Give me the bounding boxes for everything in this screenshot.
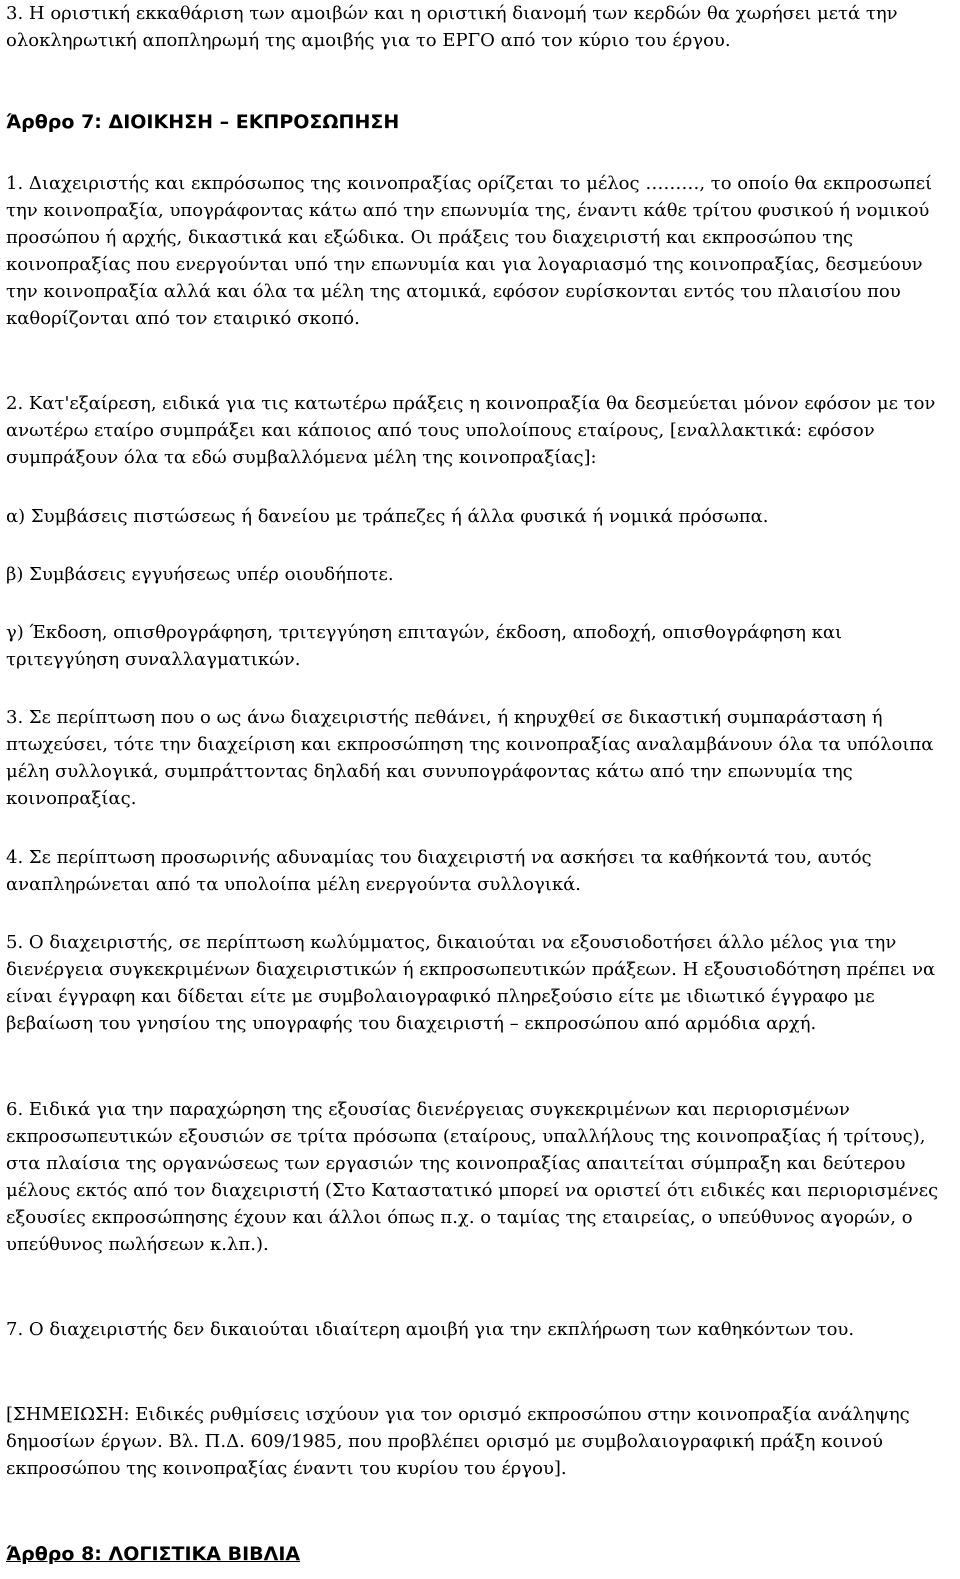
paragraph-5: 5. Ο διαχειριστής, σε περίπτωση κωλύμματος, δικαιούται να εξουσιοδοτήσει άλλο μέλος για την διενέργεια συγκεκριμένων διαχειριστικών ή εκπροσωπευτικών πράξεων. Η εξουσιοδότηση πρέπει να είναι έγγραφη και δίδεται είτε με συμβολαιογραφικό πληρεξούσιο είτε με ιδιωτικό έγγραφο με βεβαίωση του γνησίου της υπογραφής του διαχειριστή – εκπροσώπου από αρμόδια αρχή. [6, 932, 936, 1034]
paragraph-1 [6, 170, 952, 332]
paragraph-1-part1: 1. Διαχειριστής και εκπρόσωπος της κοινοπραξίας ορίζεται το μέλος ………, το οποίο θα εκπροσωπεί την κοινοπραξία, υπογράφοντας κάτω από την επωνυμία της, έναντι κάθε τρίτου φυσικού ή νομικού προσώπου ή αρχής, δικαστικά και εξώδικα. [6, 173, 933, 248]
paragraph-3: 3. Σε περίπτωση που ο ως άνω διαχειριστής πεθάνει, ή κηρυχθεί σε δικαστική συμπαράσταση ή πτωχεύσει, τότε την διαχείριση και εκπροσώπηση της κοινοπραξίας αναλαμβάνουν όλα τα υπόλοιπα μέλη συλλογικά, συμπράττοντας δηλαδή και συνυπογράφοντας κάτω από την επωνυμία της κοινοπραξίας. [6, 707, 934, 809]
article-7-heading: Άρθρο 7: ΔΙΟΙΚΗΣΗ – ΕΚΠΡΟΣΩΠΗΣΗ [6, 111, 400, 133]
intro-paragraph: 3. Η οριστική εκκαθάριση των αμοιβών και η οριστική διανομή των κερδών θα χωρήσει μετά την ολοκληρωτική αποπληρωμή της αμοιβής για το ΕΡΓΟ από τον κύριο του έργου. [6, 3, 898, 51]
list-item-b: β) Συμβάσεις εγγυήσεως υπέρ οιουδήποτε. [6, 564, 394, 585]
article-8-heading: Άρθρο 8: ΛΟΓΙΣΤΙΚΑ ΒΙΒΛΙΑ [6, 1543, 301, 1565]
list-item-c: γ) Έκδοση, οπισθρογράφηση, τριτεγγύηση επιταγών, έκδοση, αποδοχή, οπισθογράφηση και τριτεγγύηση συναλλαγματικών. [6, 622, 843, 670]
list-item-a: α) Συμβάσεις πιστώσεως ή δανείου με τράπεζες ή άλλα φυσικά ή νομικά πρόσωπα. [6, 506, 769, 527]
paragraph-1-part2: Οι πράξεις του διαχειριστή και εκπροσώπου της κοινοπραξίας που ενεργούνται υπό την επωνυμία και για λογαριασμό της κοινοπραξίας, δεσμεύουν την κοινοπραξία αλλά και όλα τα μέλη της ατομικά, εφόσον ευρίσκονται εντός του πλαισίου που καθορίζονται από τον εταιρικό σκοπό. [6, 227, 923, 329]
paragraph-7: 7. Ο διαχειριστής δεν δικαιούται ιδιαίτερη αμοιβή για την εκπλήρωση των καθηκόντων του. [6, 1319, 855, 1340]
paragraph-6: 6. Ειδικά για την παραχώρηση της εξουσίας διενέργειας συγκεκριμένων και περιορισμένων εκπροσωπευτικών εξουσιών σε τρίτα πρόσωπα (εταίρους, υπαλλήλους της κοινοπραξίας ή τρίτους), στα πλαίσια της οργανώσεως των εργασιών της κοινοπραξίας απαιτείται σύμπραξη και δεύτερου μέλους εκτός από τον διαχειριστή (Στο Καταστατικό μπορεί να οριστεί ότι ειδικές και περιορισμένες εξουσίες εκπροσώπησης έχουν και άλλοι όπως π.χ. ο ταμίας της εταιρείας, ο υπεύθυνος αγορών, ο υπεύθυνος πωλήσεων κ.λπ.). [6, 1099, 939, 1255]
paragraph-2: 2. Κατ'εξαίρεση, ειδικά για τις κατωτέρω πράξεις η κοινοπραξία θα δεσμεύεται μόνον εφόσον με τον ανωτέρω εταίρο συμπράξει και κάποιος από τους υπολοίπους εταίρους, [εναλλακτικά: εφόσον συμπράξουν όλα τα εδώ συμβαλλόμενα μέλη της κοινοπραξίας]: [6, 393, 936, 468]
paragraph-4: 4. Σε περίπτωση προσωρινής αδυναμίας του διαχειριστή να ασκήσει τα καθήκοντά του, αυτός αναπληρώνεται από τα υπολοίπα μέλη ενεργούντα συλλογικά. [6, 847, 872, 895]
note-paragraph: [ΣΗΜΕΙΩΣΗ: Ειδικές ρυθμίσεις ισχύουν για τον ορισμό εκπροσώπου στην κοινοπραξία ανάληψης δημοσίων έργων. Βλ. Π.Δ. 609/1985, που προβλέπει ορισμό με συμβολαιογραφική πράξη κοινού εκπροσώπου της κοινοπραξίας έναντι του κυρίου του έργου]. [6, 1404, 910, 1479]
